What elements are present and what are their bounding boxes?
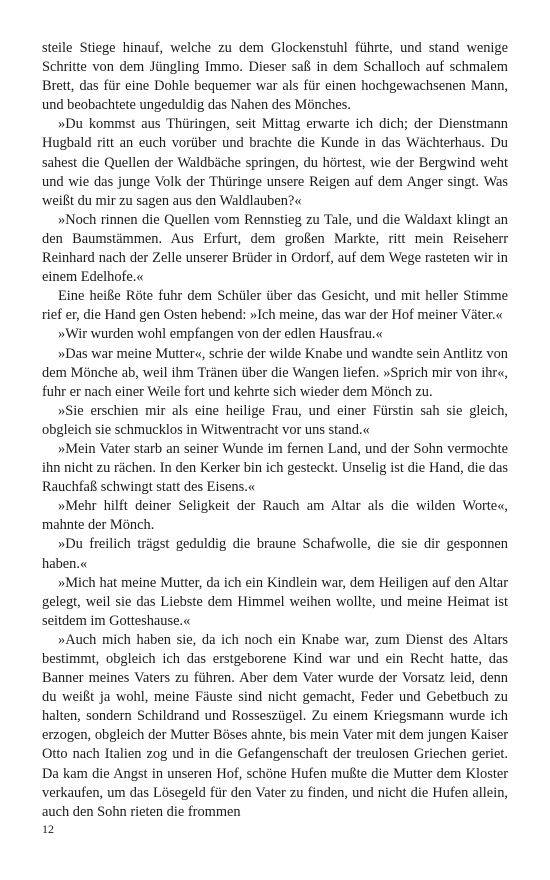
book-page-text: [42, 39, 508, 822]
paragraph-holy-woman: »Sie erschien mir als eine heilige Frau, und einer Fürstin sah sie gleich, obgleich sie schmucklos in Witwentracht vor uns stand.«: [42, 402, 508, 438]
paragraph-immo-greeting: »Du kommst aus Thüringen, seit Mittag erwarte ich dich; der Dienstmann Hugbald ritt an euch vorüber und brachte die Kunde in das Wächterhaus. Du sahest die Quellen der Waldbäche springen, du hörtest, wie der Bergwind weht und wie das junge Volk der Thüringe unsere Reigen auf dem Anger singt. Was weißt du mir zu sagen aus den Waldlauben?«: [42, 116, 508, 209]
page-number: 12: [42, 822, 54, 836]
paragraph-blush: Eine heiße Röte fuhr dem Schüler über das Gesicht, und mit heller Stimme rief er, die Hand gen Osten hebend: »Ich meine, das war der Hof meiner Väter.«: [42, 288, 508, 324]
paragraph-received: »Wir wurden wohl empfangen von der edlen Hausfrau.«: [58, 326, 383, 343]
paragraph-father-died: »Mein Vater starb an seiner Wunde im fernen Land, und der Sohn vermochte ihn nicht zu rächen. In den Kerker bin ich gesteckt. Unselig ist die Hand, die das Rauchfaß schwingt statt des Eisens.«: [42, 440, 508, 496]
paragraph-mother: »Das war meine Mutter«, schrie der wilde Knabe und wandte sein Antlitz von dem Mönche ab, weil ihm Tränen über die Wangen liefen. »Sprich mir von ihr«, fuhr er nach einer Weile fort und kehrte sich wieder dem Mönch zu.: [42, 345, 508, 400]
paragraph-monk-warns: »Mehr hilft deiner Seligkeit der Rauch am Altar als die wilden Worte«, mahnte der Mönch.: [42, 498, 508, 534]
paragraph-monk-childhood: »Mich hat meine Mutter, da ich ein Kindlein war, dem Heiligen auf den Altar gelegt, weil sie das Liebste dem Himmel weihen wollte, und meine Heimat ist seitdem im Gotteshause.«: [42, 574, 508, 629]
paragraph-continuation: steile Stiege hinauf, welche zu dem Glockenstuhl führte, und stand wenige Schritte von dem Jüngling Immo. Dieser saß in dem Schalloch auf schmalem Brett, das für eine Dohle bequemer war als für einen hochgewachsenen Mann, und beobachtete ungeduldig das Nahen des Mönches.: [42, 40, 508, 114]
paragraph-sheep-wool: »Du freilich trägst geduldig die braune Schafwolle, die sie dir gesponnen haben.«: [42, 536, 508, 572]
paragraph-monk-reply: »Noch rinnen die Quellen vom Rennstieg zu Tale, und die Waldaxt klingt an den Baumstämmen. Aus Erfurt, dem großen Markte, ritt mein Reiseherr Reinhard nach der Zelle unserer Brüder in Ordorf, auf dem Wege rasteten wir in einem Edelhofe.«: [42, 211, 508, 286]
paragraph-immo-childhood: »Auch mich haben sie, da ich noch ein Knabe war, zum Dienst des Altars bestimmt, obgleich ich das erstgeborene Kind war und ein Recht hatte, das Banner meines Vaters zu führen. Aber dem Vater wurde der Vorsatz leid, denn du weißt ja wohl, meine Fäuste sind nicht gemacht, Feder und Gebetbuch zu halten, sondern Schildrand und Rosseszügel. Zu einem Kriegsmann wurde ich erzogen, obgleich der Mutter Böses ahnte, bis mein Vater mit dem jungen Kaiser Otto nach Italien zog und in die Gefangenschaft der treulosen Griechen geriet. Da kam die Angst in unseren Hof, schöne Hufen mußte die Mutter dem Kloster verkaufen, um das Lösegeld für den Vater zu finden, und nicht die Hufen allein, auch den Sohn rieten die frommen: [42, 631, 508, 820]
